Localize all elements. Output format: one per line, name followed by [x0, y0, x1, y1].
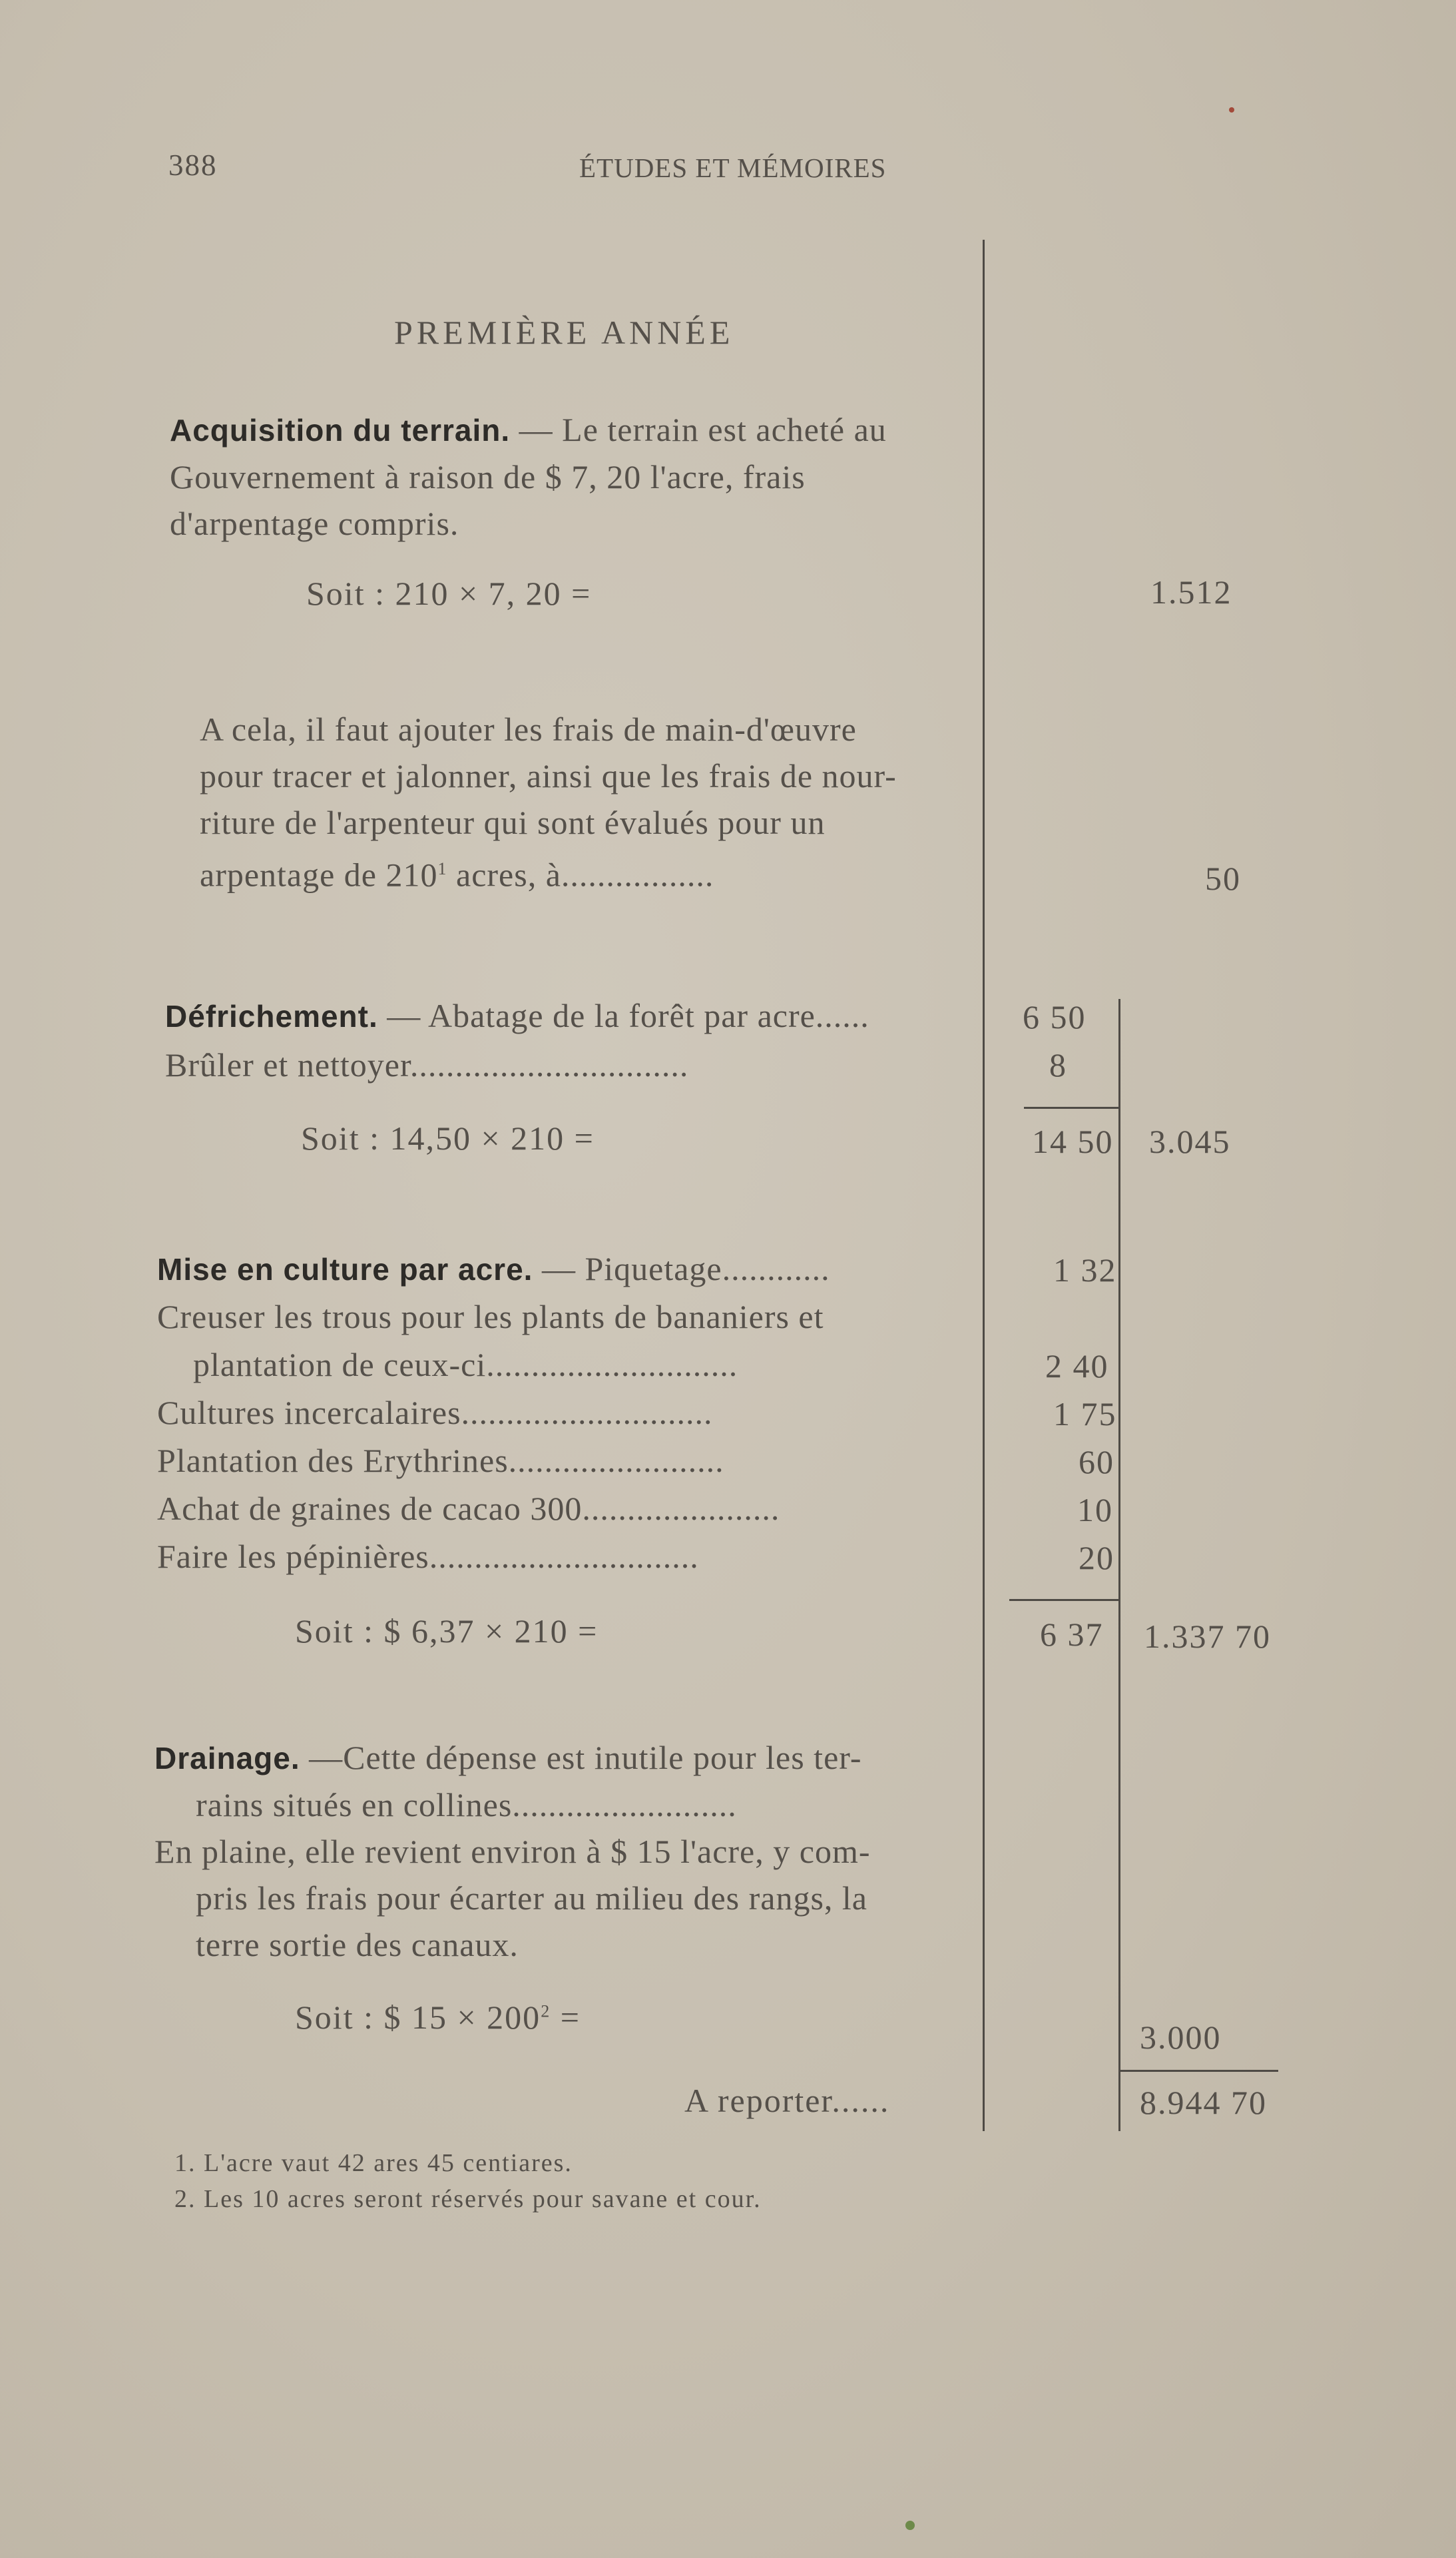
subtotal-rule-clearing — [1024, 1107, 1118, 1109]
footnote-ref: 1 — [437, 859, 447, 878]
page-title: PREMIÈRE ANNÉE — [394, 314, 734, 351]
section-heading: Défrichement. — [165, 999, 378, 1034]
calculation-text: = — [551, 1999, 581, 2036]
cultivation-value: 20 — [1079, 1539, 1114, 1576]
paper-spot — [905, 2521, 915, 2530]
text-line: pour tracer et jalonner, ainsi que les frais de nour- — [200, 757, 897, 795]
text-line: riture de l'arpenteur qui sont évalués pour un — [200, 804, 826, 841]
cultivation-line: Faire les pépinières.............................. — [157, 1538, 699, 1575]
section-heading: Drainage. — [154, 1741, 300, 1775]
drainage-calculation — [295, 1998, 581, 2037]
drainage-paragraph — [154, 1734, 871, 1968]
text-line: d'arpentage compris. — [170, 505, 459, 542]
acquisition-total: 1.512 — [1150, 573, 1232, 611]
text-line: — Le terrain est acheté au — [510, 411, 887, 448]
clearing-subtotal: 14 50 — [1032, 1123, 1114, 1160]
carry-forward-total: 8.944 70 — [1140, 2084, 1267, 2121]
acquisition-calculation: Soit : 210 × 7, 20 = — [306, 575, 592, 612]
cultivation-calculation: Soit : $ 6,37 × 210 = — [295, 1612, 599, 1650]
cultivation-value: 1 32 — [1053, 1251, 1117, 1289]
surveying-total: 50 — [1205, 860, 1241, 897]
clearing-line-2: Brûler et nettoyer............................... — [165, 1046, 689, 1084]
page-number: 388 — [168, 149, 218, 182]
cultivation-value: 1 75 — [1053, 1395, 1117, 1433]
item-label: — Abatage de la forêt par acre...... — [377, 997, 869, 1034]
section-heading: Acquisition du terrain. — [170, 413, 511, 448]
cultivation-value: 60 — [1079, 1443, 1114, 1480]
subtotal-rule-cultivation — [1009, 1599, 1118, 1601]
clearing-value: 8 — [1049, 1046, 1067, 1084]
text-line: arpentage de 210 — [200, 856, 438, 894]
text-line: En plaine, elle revient environ à $ 15 l'acre, y com- — [154, 1833, 871, 1870]
text-line: pris les frais pour écarter au milieu des rangs, la — [196, 1879, 867, 1917]
cultivation-value: 2 40 — [1045, 1347, 1109, 1385]
footnote: 2. Les 10 acres seront réservés pour savane et cour. — [174, 2185, 762, 2213]
cultivation-line: Cultures incercalaires............................ — [157, 1394, 713, 1431]
cultivation-line — [157, 1245, 830, 1293]
text-line: terre sortie des canaux. — [196, 1926, 519, 1963]
cultivation-subtotal: 6 37 — [1040, 1616, 1104, 1653]
cultivation-total: 1.337 70 — [1144, 1618, 1271, 1655]
clearing-value: 6 50 — [1023, 998, 1087, 1036]
column-rule-left — [983, 240, 985, 2131]
text-line: rains situés en collines......................... — [196, 1786, 737, 1823]
column-rule-middle — [1118, 999, 1120, 2131]
clearing-line-1 — [165, 992, 869, 1040]
clearing-total: 3.045 — [1149, 1123, 1231, 1160]
text-line: Gouvernement à raison de $ 7, 20 l'acre, frais — [170, 458, 806, 495]
calculation-text: Soit : $ 15 × 200 — [295, 1999, 541, 2036]
text-line: A cela, il faut ajouter les frais de main-d'œuvre — [200, 711, 857, 748]
drainage-total: 3.000 — [1140, 2019, 1222, 2056]
cultivation-line: Achat de graines de cacao 300...................... — [157, 1490, 780, 1527]
cultivation-value: 10 — [1077, 1491, 1113, 1528]
paper-spot — [1229, 107, 1234, 113]
footnote-ref: 2 — [541, 2001, 551, 2021]
cultivation-line: plantation de ceux-ci............................ — [193, 1346, 738, 1383]
section-heading: Mise en culture par acre. — [157, 1252, 533, 1287]
cultivation-line: Creuser les trous pour les plants de bananiers et — [157, 1298, 824, 1335]
text-line: —Cette dépense est inutile pour les ter- — [300, 1739, 862, 1776]
carry-forward-label: A reporter...... — [684, 2082, 890, 2119]
total-rule — [1118, 2070, 1278, 2072]
clearing-calculation: Soit : 14,50 × 210 = — [301, 1119, 595, 1157]
running-title: ÉTUDES ET MÉMOIRES — [579, 153, 887, 183]
acquisition-paragraph — [170, 406, 887, 547]
surveying-paragraph — [200, 706, 897, 898]
item-label: — Piquetage............ — [533, 1250, 830, 1287]
footnote: 1. L'acre vaut 42 ares 45 centiares. — [174, 2149, 573, 2177]
text-line: acres, à................. — [447, 856, 714, 894]
cultivation-line: Plantation des Erythrines........................ — [157, 1442, 724, 1479]
